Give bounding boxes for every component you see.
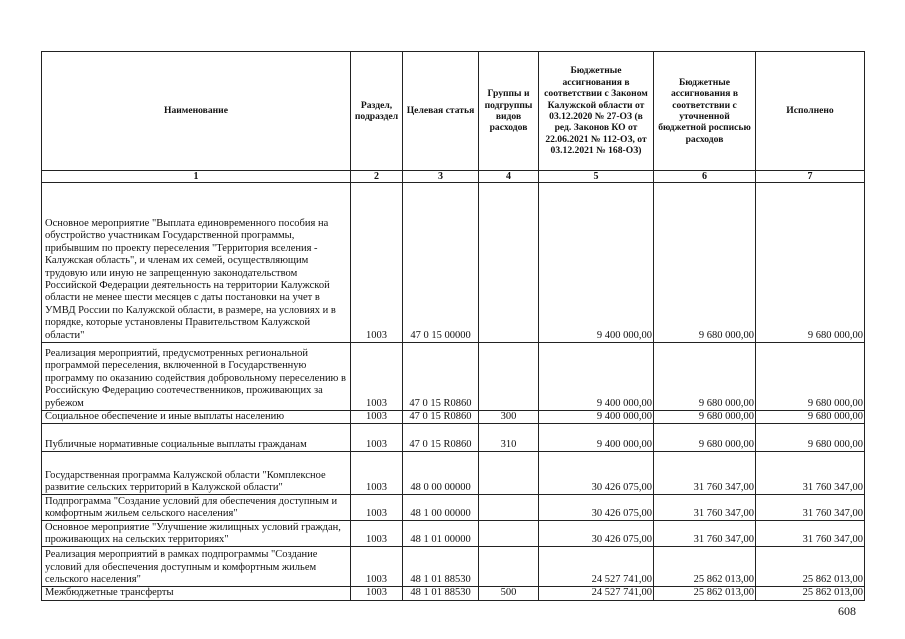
table-row — [42, 411, 865, 424]
header-done: Исполнено — [756, 52, 865, 171]
row-target: 48 1 01 00000 — [403, 521, 479, 547]
row-refined: 25 862 013,00 — [654, 547, 756, 587]
row-plan: 24 527 741,00 — [539, 587, 654, 600]
header-refined: Бюджетные ассигнования в соответствии с уточненной бюджетной росписью расходов — [654, 52, 756, 171]
row-group: 500 — [479, 587, 539, 600]
row-name: Социальное обеспечение и иные выплаты населению — [42, 411, 351, 424]
row-name: Государственная программа Калужской области "Комплексное развитие сельских территорий в Калужской области" — [42, 452, 351, 495]
row-target: 47 0 15 R0860 — [403, 411, 479, 424]
row-name: Межбюджетные трансферты — [42, 587, 351, 600]
row-name: Публичные нормативные социальные выплаты гражданам — [42, 424, 351, 452]
row-section: 1003 — [351, 411, 403, 424]
row-group: 300 — [479, 411, 539, 424]
table-row — [42, 452, 865, 495]
budget-table — [41, 51, 865, 601]
row-refined: 31 760 347,00 — [654, 452, 756, 495]
header-target: Целевая статья — [403, 52, 479, 171]
row-refined: 9 680 000,00 — [654, 183, 756, 343]
row-done: 31 760 347,00 — [756, 452, 865, 495]
row-plan: 30 426 075,00 — [539, 521, 654, 547]
table-row — [42, 547, 865, 587]
row-group — [479, 495, 539, 521]
row-target: 48 0 00 00000 — [403, 452, 479, 495]
row-name: Реализация мероприятий, предусмотренных региональной программой переселения, включенной в Государственную программу по оказанию содействия добровольному переселению в Российскую Федерацию соотечественников, проживающих за рубежом — [42, 343, 351, 411]
table-row — [42, 495, 865, 521]
row-done: 25 862 013,00 — [756, 547, 865, 587]
row-target: 48 1 00 00000 — [403, 495, 479, 521]
row-done: 31 760 347,00 — [756, 495, 865, 521]
header-name: Наименование — [42, 52, 351, 171]
header-section: Раздел, подраздел — [351, 52, 403, 171]
row-done: 9 680 000,00 — [756, 411, 865, 424]
row-section: 1003 — [351, 521, 403, 547]
table-row — [42, 343, 865, 411]
column-number: 2 — [351, 171, 403, 183]
budget-table-sheet — [41, 51, 864, 601]
table-row — [42, 183, 865, 343]
row-target: 47 0 15 00000 — [403, 183, 479, 343]
column-number-row — [42, 171, 865, 183]
column-number: 6 — [654, 171, 756, 183]
row-section: 1003 — [351, 424, 403, 452]
column-number: 3 — [403, 171, 479, 183]
row-done: 9 680 000,00 — [756, 183, 865, 343]
row-refined: 31 760 347,00 — [654, 495, 756, 521]
row-section: 1003 — [351, 183, 403, 343]
row-plan: 30 426 075,00 — [539, 452, 654, 495]
row-refined: 9 680 000,00 — [654, 424, 756, 452]
row-group — [479, 183, 539, 343]
header-row — [42, 52, 865, 171]
row-name: Основное мероприятие "Улучшение жилищных условий граждан, проживающих на сельских территориях" — [42, 521, 351, 547]
row-done: 9 680 000,00 — [756, 424, 865, 452]
column-number: 7 — [756, 171, 865, 183]
row-plan: 9 400 000,00 — [539, 183, 654, 343]
row-target: 47 0 15 R0860 — [403, 424, 479, 452]
column-number: 1 — [42, 171, 351, 183]
row-plan: 9 400 000,00 — [539, 424, 654, 452]
row-section: 1003 — [351, 343, 403, 411]
row-name: Подпрограмма "Создание условий для обеспечения доступным и комфортным жильем сельского населения" — [42, 495, 351, 521]
row-refined: 25 862 013,00 — [654, 587, 756, 600]
row-plan: 9 400 000,00 — [539, 343, 654, 411]
row-group — [479, 452, 539, 495]
row-name: Основное мероприятие "Выплата единовременного пособия на обустройство участникам Государственной программы, прибывшим по проекту переселения "Территория вселения - Калужская область", и членам их семей, осуществляющим трудовую или иную не запрещенную законодательством Российской Федерации деятельность на территории Калужской области не менее шести месяцев с даты постановки на учет в УМВД России по Калужской области, в размере, на условиях и в порядке, которые установлены Правительством Калужской области" — [42, 183, 351, 343]
row-target: 47 0 15 R0860 — [403, 343, 479, 411]
row-group — [479, 547, 539, 587]
row-done: 31 760 347,00 — [756, 521, 865, 547]
table-row — [42, 521, 865, 547]
table-row — [42, 424, 865, 452]
row-group — [479, 343, 539, 411]
row-group — [479, 521, 539, 547]
row-done: 25 862 013,00 — [756, 587, 865, 600]
row-done: 9 680 000,00 — [756, 343, 865, 411]
page-number: 608 — [838, 604, 856, 618]
row-plan: 24 527 741,00 — [539, 547, 654, 587]
row-section: 1003 — [351, 452, 403, 495]
row-refined: 9 680 000,00 — [654, 343, 756, 411]
column-number: 5 — [539, 171, 654, 183]
column-number: 4 — [479, 171, 539, 183]
row-section: 1003 — [351, 587, 403, 600]
table-row — [42, 587, 865, 600]
row-target: 48 1 01 88530 — [403, 587, 479, 600]
row-section: 1003 — [351, 547, 403, 587]
header-plan: Бюджетные ассигнования в соответствии с Законом Калужской области от 03.12.2020 № 27-ОЗ (в ред. Законов КО от 22.06.2021 № 112-ОЗ, от 03.12.2021 № 168-ОЗ) — [539, 52, 654, 171]
row-refined: 9 680 000,00 — [654, 411, 756, 424]
row-refined: 31 760 347,00 — [654, 521, 756, 547]
row-group: 310 — [479, 424, 539, 452]
row-target: 48 1 01 88530 — [403, 547, 479, 587]
row-plan: 9 400 000,00 — [539, 411, 654, 424]
row-plan: 30 426 075,00 — [539, 495, 654, 521]
row-name: Реализация мероприятий в рамках подпрограммы "Создание условий для обеспечения доступным и комфортным жильем сельского населения" — [42, 547, 351, 587]
row-section: 1003 — [351, 495, 403, 521]
header-group: Группы и подгруппы видов расходов — [479, 52, 539, 171]
